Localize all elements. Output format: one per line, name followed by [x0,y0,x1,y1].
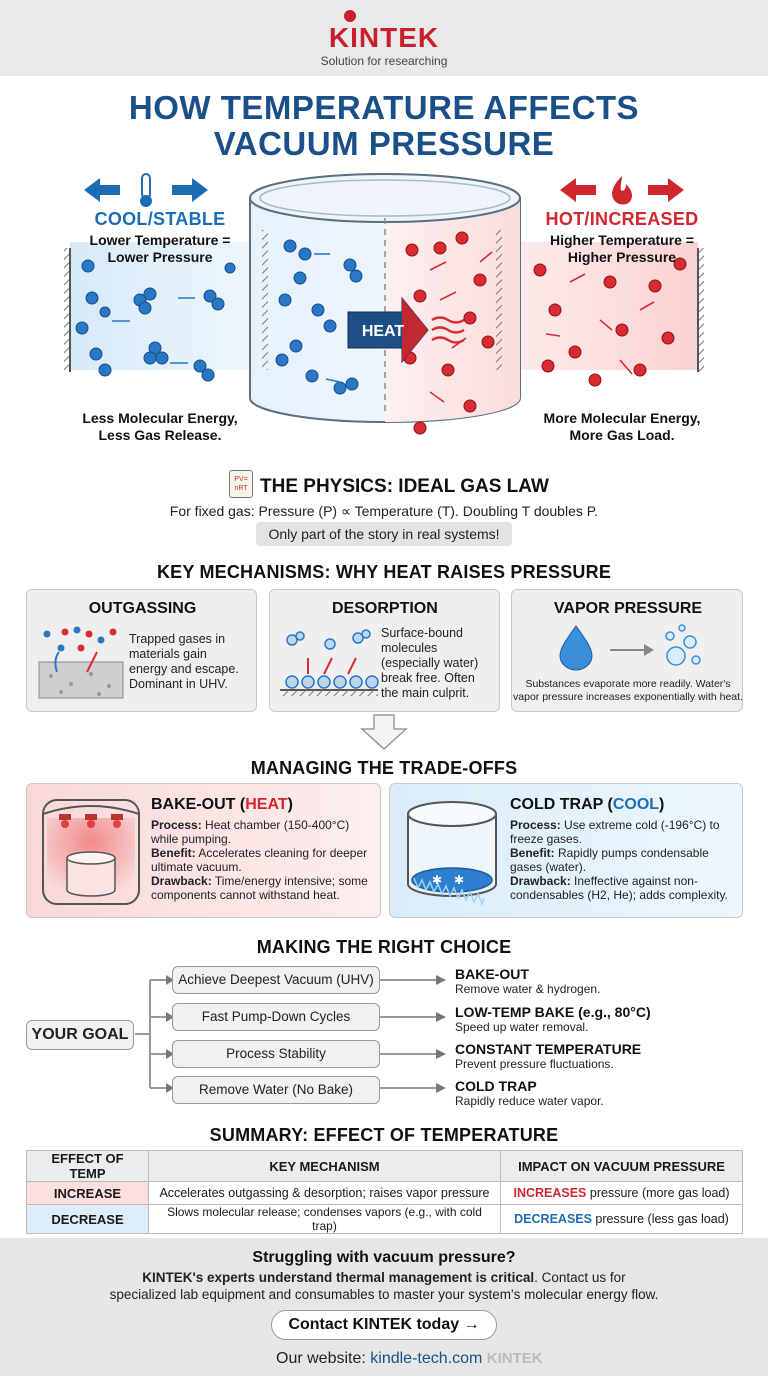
footer-watermark-logo: KINTEK [486,1350,543,1367]
logo-dot [344,10,356,22]
contact-button[interactable]: Contact KINTEK today → [271,1310,497,1340]
footer-line-2: specialized lab equipment and consumables to master your system's molecular energy flow. [109,1287,659,1302]
title-line-2: VACUUM PRESSURE [213,125,555,162]
physics-note: Only part of the story in real systems! [256,522,512,546]
desorption-title: DESORPTION [332,600,438,617]
table-row [27,1205,743,1234]
table-cell: Slows molecular release; condenses vapors (e.g., with cold trap) [149,1205,501,1234]
down-arrow-icon [360,713,408,751]
physics-text: For fixed gas: Pressure (P) ∝ Temperature (T). Doubling T doubles P. [169,503,599,519]
bake-out-title: BAKE-OUT (HEAT) [151,796,293,813]
table-cell: INCREASES pressure (more gas load) [501,1182,743,1205]
cold-trap-card [389,783,743,918]
table-cell: INCREASE [27,1182,149,1205]
brand-tagline: Solution for researching [320,54,448,68]
your-goal-box: YOUR GOAL [26,1020,134,1050]
website-link[interactable]: kindle-tech.com [370,1350,483,1367]
cold-trap-icon [398,796,506,908]
result-low-temp-bake: LOW-TEMP BAKE (e.g., 80°C) Speed up water removal. [455,1004,651,1034]
heat-label: HEAT [361,323,405,340]
table-header: IMPACT ON VACUUM PRESSURE [501,1151,743,1182]
hot-heading: HOT/INCREASED [545,209,699,229]
table-cell: Accelerates outgassing & desorption; raises vapor pressure [149,1182,501,1205]
table-header-row [27,1151,743,1182]
table-header: EFFECT OF TEMP [27,1151,149,1182]
desorption-text: Surface-bound molecules (especially water) break free. Often the main culprit. [381,626,479,700]
result-bake-out: BAKE-OUT Remove water & hydrogen. [455,966,601,996]
desorption-card [269,589,500,712]
summary-title: SUMMARY: EFFECT OF TEMPERATURE [209,1125,559,1145]
vapor-pressure-card [511,589,743,712]
page-title [40,90,728,162]
cold-trap-title: COLD TRAP (COOL) [510,796,665,813]
cool-heading: COOL/STABLE [94,209,226,229]
thermometer-icon [140,174,152,207]
summary-table [26,1150,743,1234]
droplet-to-vapor-icon [552,622,712,672]
svg-text:✱: ✱ [454,873,465,887]
goal-option-remove-water: Remove Water (No Bake) [172,1076,380,1104]
cold-trap-details: Process: Use extreme cold (-196°C) to freeze gases. Benefit: Rapidly pumps condensable gases (water). Drawback: Ineffective against non- condensables (H2, He); adds complexity. [510,818,728,902]
goal-option-uhv: Achieve Deepest Vacuum (UHV) [172,966,380,994]
hot-footer: More Molecular Energy, More Gas Load. [543,410,701,443]
cool-subtitle: Lower Temperature = Lower Pressure [89,232,231,265]
mechanisms-title: KEY MECHANISMS: WHY HEAT RAISES PRESSURE [156,562,612,582]
table-cell: DECREASE [27,1205,149,1234]
outgassing-card [26,589,257,712]
goal-option-fast-pump: Fast Pump-Down Cycles [172,1003,380,1031]
result-constant-temp: CONSTANT TEMPERATURE Prevent pressure fluctuations. [455,1041,642,1071]
flame-icon [612,176,632,205]
footer-question: Struggling with vacuum pressure? [252,1249,516,1266]
tradeoffs-title: MANAGING THE TRADE-OFFS [250,758,518,778]
outgassing-text: Trapped gases in materials gain energy and escape. Dominant in UHV. [129,632,239,691]
outgassing-icon [37,624,127,704]
formula-icon: PV= nRT [229,470,253,498]
title-line-1: HOW TEMPERATURE AFFECTS [128,89,640,126]
footer-line-1: KINTEK's experts understand thermal management is critical. Contact us for [142,1270,626,1285]
svg-text:✱: ✱ [432,873,443,887]
vapor-pressure-title: VAPOR PRESSURE [553,600,703,617]
choice-title: MAKING THE RIGHT CHOICE [256,937,512,957]
brand-logo: KINTEK [328,22,440,53]
cool-footer: Less Molecular Energy, Less Gas Release. [82,410,238,443]
arrow-right-icon: → [463,1316,480,1333]
bake-out-details: Process: Heat chamber (150-400°C) while pumping. Benefit: Accelerates cleaning for deeper ultimate vacuum. Drawback: Time/energy intensive; some components cannot withstand heat. [151,818,368,902]
result-cold-trap: COLD TRAP Rapidly reduce water vapor. [455,1078,604,1108]
hot-subtitle: Higher Temperature = Higher Pressure [549,232,695,265]
physics-title: THE PHYSICS: IDEAL GAS LAW [260,476,549,497]
goal-option-stability: Process Stability [172,1040,380,1068]
desorption-icon [278,624,382,704]
website-line: Our website: kindle-tech.com KINTEK [276,1350,543,1367]
table-row [27,1182,743,1205]
vapor-pressure-text: Substances evaporate more readily. Water's vapor pressure increases exponentially with heat. [513,678,743,703]
table-header: KEY MECHANISM [149,1151,501,1182]
table-cell: DECREASES pressure (less gas load) [501,1205,743,1234]
bake-out-card [26,783,381,918]
outgassing-title: OUTGASSING [88,600,197,617]
bake-out-chamber-icon [37,794,145,910]
